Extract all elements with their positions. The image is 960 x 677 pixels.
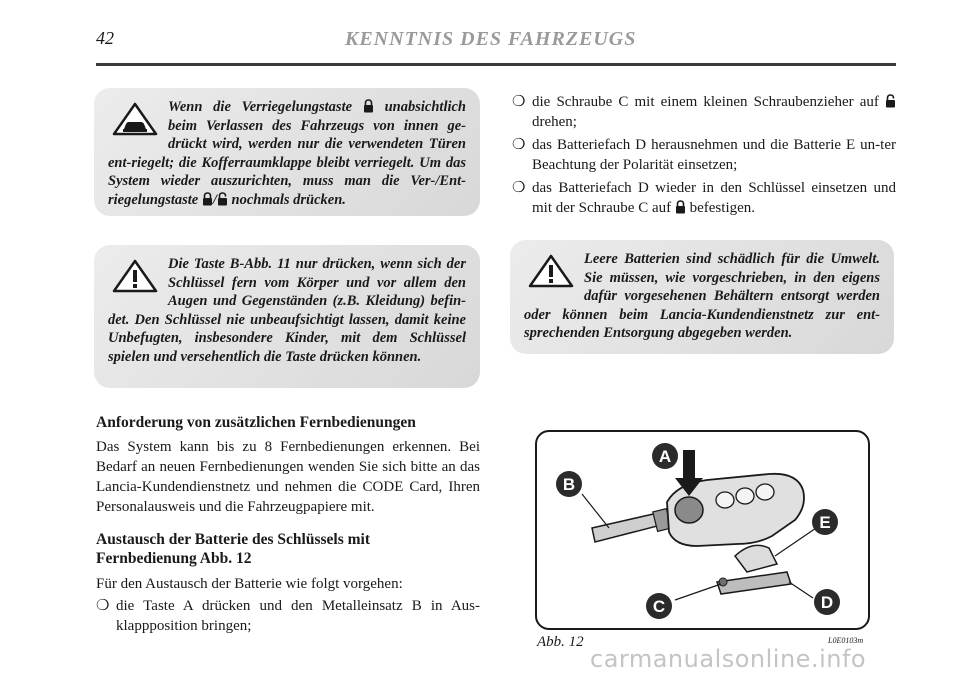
list-item <box>512 135 896 175</box>
leader-line <box>582 494 609 528</box>
battery-compartment-d <box>717 572 791 594</box>
step-text: drehen; <box>532 114 577 130</box>
list-item <box>512 178 896 218</box>
lock-icon <box>202 192 213 206</box>
button-a-shape <box>675 497 703 523</box>
chapter-title: KENNTNIS DES FAHRZEUGS <box>345 28 637 50</box>
label-a <box>652 443 678 469</box>
section-body-additional-remotes: Das System kann bis zu 8 Fernbedienungen erkennen. Bei Bedarf an neuen Fernbedienungen wenden Sie sich bitte an das Lancia-Kundendienstnetz und nehmen die CODE Card, Ihren Personalausweis und die Fahrzeugpapiere mit. <box>96 439 480 515</box>
fob-button <box>756 484 774 500</box>
header-rule <box>96 63 896 66</box>
label-c <box>646 593 672 619</box>
step-text: das Batteriefach D wieder in den Schlüssel einsetzen und mit der Schraube C auf <box>532 180 896 216</box>
unlock-icon <box>217 192 228 206</box>
step-list-right <box>512 92 896 221</box>
notice-text-part: nochmals drücken. <box>227 191 346 208</box>
notice-text-part: Wenn die Verriegelungstaste <box>168 99 363 115</box>
step-text: befestigen. <box>685 200 756 216</box>
warning-notice-lock-button <box>94 88 480 216</box>
bullet: ❍ <box>512 180 526 196</box>
watermark: carmanualsonline.info <box>590 645 867 673</box>
fob-button <box>736 488 754 504</box>
label-d-text: D <box>820 593 834 612</box>
notice-text-part: unabsichtlich beim Verlassen des Fahrzeugs von innen ge-drückt wird, werden nur die verwendeten Türen ent-riegelt; die Kofferraumklappe bleibt verriegelt. Um das System wieder auszurichten, muss man die Ver-/Ent-riegelungstaste <box>108 99 466 208</box>
step-text: die Schraube C mit einem kleinen Schraubenzieher auf <box>532 94 885 110</box>
lock-separator: / <box>212 191 217 208</box>
figure-key-battery <box>535 430 870 630</box>
label-d <box>814 589 840 615</box>
warning-notice-batteries <box>510 240 894 354</box>
label-c-text: C <box>652 597 666 616</box>
list-item <box>96 596 480 636</box>
section-intro-battery-replacement: Für den Austausch der Batterie wie folgt vorgehen: <box>96 576 403 592</box>
lock-icon <box>363 99 374 113</box>
key-illustration <box>537 432 868 628</box>
battery-e <box>735 545 777 572</box>
notice-text: Leere Batterien sind schädlich für die Umwelt. Sie müssen, wie vorgeschrieben, in den eigens dafür vorgesehenen Behältern entsorgt werden oder können beim Lancia-Kundendienstnetz zur ent-sprechenden Entsorgung abgegeben werden. <box>524 251 880 341</box>
leader-line <box>789 582 813 598</box>
label-b <box>556 471 582 497</box>
page-number: 42 <box>96 28 114 48</box>
label-b-text: B <box>562 475 576 494</box>
figure-caption: Abb. 12 <box>537 634 584 650</box>
lock-icon <box>675 200 686 214</box>
fob-button <box>716 492 734 508</box>
warning-triangle-icon <box>112 259 158 293</box>
step-text: die Taste A drücken und den Metalleinsatz B in Aus-klappposition bringen; <box>116 598 480 634</box>
notice-text: Die Taste B-Abb. 11 nur drücken, wenn sich der Schlüssel fern vom Körper und vor allem den Augen und Gegenständen (z.B. Kleidung) befin-det. Den Schlüssel nie unbeaufsichtigt lassen, damit keine Unbefugten, insbesondere Kinder, mit dem Schlüssel spielen und versehentlich die Taste drücken können. <box>108 256 466 365</box>
unlock-icon <box>885 94 896 108</box>
warning-notice-button-b <box>94 245 480 388</box>
section-title-additional-remotes: Anforderung von zusätzlichen Fernbedienungen <box>96 414 416 431</box>
bullet: ❍ <box>512 94 526 110</box>
label-e <box>812 509 838 535</box>
car-warning-icon <box>112 102 158 136</box>
section-title-battery-replacement: Austausch der Batterie des Schlüssels mit Fernbedienung Abb. 12 <box>96 531 370 567</box>
list-item <box>512 92 896 132</box>
step-text: das Batteriefach D herausnehmen und die Batterie E un-ter Beachtung der Polarität einsetzen; <box>532 137 896 173</box>
step-list-left <box>96 596 480 639</box>
label-e-text: E <box>819 513 831 532</box>
warning-triangle-icon <box>528 254 574 288</box>
bullet: ❍ <box>96 598 110 614</box>
figure-code: L0E0103m <box>828 636 864 645</box>
bullet: ❍ <box>512 137 526 153</box>
label-a-text: A <box>658 447 672 466</box>
leader-line <box>675 584 721 600</box>
